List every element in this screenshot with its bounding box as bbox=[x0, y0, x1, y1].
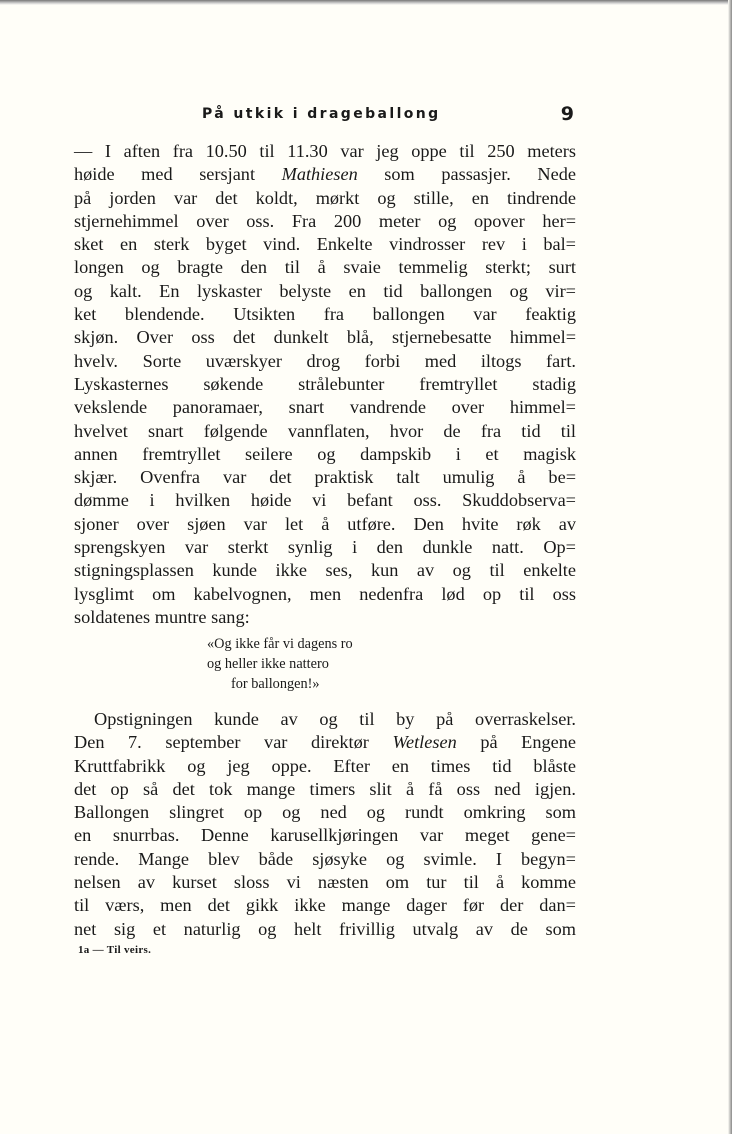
text-line: og kalt. En lyskaster belyste en tid ballongen og vir= bbox=[74, 280, 576, 301]
page-top-edge bbox=[0, 0, 732, 5]
text-line: til værs, men det gikk ikke mange dager før der dan= bbox=[74, 895, 576, 916]
text-line: Ballongen slingret op og ned og rundt omkring som bbox=[74, 802, 576, 823]
text-line: skjær. Ovenfra var det praktisk talt umulig å be= bbox=[74, 467, 576, 488]
text-line: sjoner over sjøen var let å utføre. Den hvite røk av bbox=[74, 513, 576, 534]
person-name: Mathiesen bbox=[281, 164, 358, 185]
text-line: nelsen av kurset sloss vi næsten om tur til å komme bbox=[74, 872, 576, 893]
text-line: Den 7. september var direktør Wetlesen på Engene bbox=[74, 732, 576, 753]
text-line: en snurrbas. Denne karusellkjøringen var meget gene= bbox=[74, 825, 576, 846]
verse-line: «Og ikke får vi dagens ro bbox=[207, 636, 353, 652]
paragraph-1 bbox=[74, 140, 576, 629]
text-line: hvelv. Sorte uværskyer drog forbi med iltogs fart. bbox=[74, 350, 576, 371]
text-line: sket en sterk byget vind. Enkelte vindrosser rev i bal= bbox=[74, 234, 576, 255]
text-line: annen fremtryllet seilere og dampskib i et magisk bbox=[74, 443, 576, 464]
person-name: Wetlesen bbox=[392, 732, 457, 753]
text-line: ket blendende. Utsikten fra ballongen var feaktig bbox=[74, 304, 576, 325]
text-line: vekslende panoramaer, snart vandrende over himmel= bbox=[74, 397, 576, 418]
song-verse bbox=[207, 634, 353, 694]
footnote: 1a — Til veirs. bbox=[78, 944, 152, 956]
text-line: Kruttfabrikk og jeg oppe. Efter en times tid blåste bbox=[74, 755, 576, 776]
text-line: dømme i hvilken høide vi befant oss. Skuddobserva= bbox=[74, 490, 576, 511]
page-right-edge bbox=[728, 0, 732, 1134]
text-line: hvelvet snart følgende vannflaten, hvor de fra tid til bbox=[74, 420, 576, 441]
text-line: Opstigningen kunde av og til by på overraskelser. bbox=[94, 709, 576, 729]
text-line: stigningsplassen kunde ikke ses, kun av og til enkelte bbox=[74, 560, 576, 581]
running-title: På utkik i drageballong bbox=[202, 106, 441, 122]
text-line: skjøn. Over oss det dunkelt blå, stjernebesatte himmel= bbox=[74, 327, 576, 348]
verse-line: og heller ikke nattero bbox=[207, 656, 329, 672]
verse-line: for ballongen!» bbox=[231, 676, 320, 692]
text-line: net sig et naturlig og helt frivillig utvalg av de som bbox=[74, 918, 576, 939]
page-number: 9 bbox=[560, 103, 574, 125]
text-line: høide med sersjant Mathiesen som passasjer. Nede bbox=[74, 164, 576, 185]
running-header bbox=[74, 104, 576, 126]
text-line: longen og bragte den til å svaie temmelig sterkt; surt bbox=[74, 257, 576, 278]
paragraph-2 bbox=[74, 708, 576, 941]
text-line: rende. Mange blev både sjøsyke og svimle. I begyn= bbox=[74, 848, 576, 869]
text-line: — I aften fra 10.50 til 11.30 var jeg oppe til 250 meters bbox=[74, 141, 576, 161]
text-line: på jorden var det koldt, mørkt og stille, en tindrende bbox=[74, 187, 576, 208]
text-line: Lyskasternes søkende strålebunter fremtryllet stadig bbox=[74, 373, 576, 394]
text-line: soldatenes muntre sang: bbox=[74, 606, 250, 627]
text-line: sprengskyen var sterkt synlig i den dunkle natt. Op= bbox=[74, 537, 576, 558]
text-line: lysglimt om kabelvognen, men nedenfra lød op til oss bbox=[74, 583, 576, 604]
text-line: stjernehimmel over oss. Fra 200 meter og opover her= bbox=[74, 210, 576, 231]
text-line: det op så det tok mange timers slit å få oss ned igjen. bbox=[74, 778, 576, 799]
